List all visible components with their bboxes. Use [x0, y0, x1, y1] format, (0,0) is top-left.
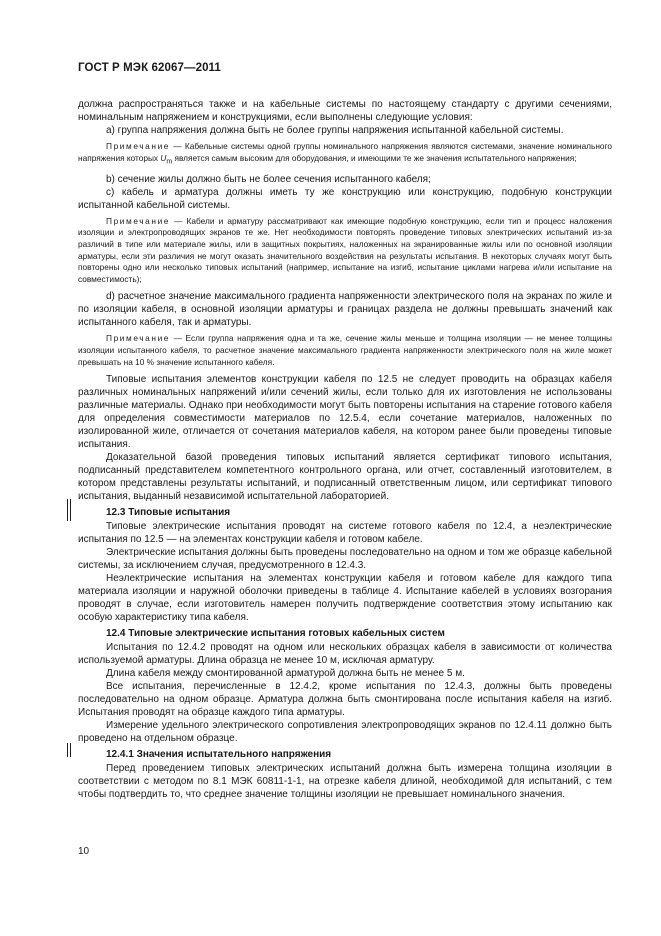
- note-2: [78, 216, 612, 286]
- document-body: [78, 98, 612, 801]
- revision-bar: [70, 499, 71, 521]
- paragraph-intro: должна распространяться также и на кабельные системы по настоящему стандарту с другими сечениями, номинальным напряжением и конструкциями, если выполнены следующие условия:: [78, 99, 612, 123]
- page-header-standard-title: ГОСТ Р МЭК 62067—2011: [78, 62, 221, 74]
- list-item-d: d) расчетное значение максимального градиента напряженности электрического поля на экранах по жиле и по изоляции кабеля, в основной изоляции арматуры и границах раздела не должны превышать значений как испытанного кабеля, так и арматуры.: [78, 291, 612, 329]
- page-number: 10: [78, 846, 90, 857]
- list-item-b: b) сечение жилы должно быть не более сечения испытанного кабеля;: [106, 173, 431, 185]
- note-text: — Кабели и арматуру рассматривают как имеющие подобную конструкцию, если тип и процесс наложения изоляции и электропроводящих экранов те же. Нет необходимости повторять проведение типовых электрических испытаний из-за различий в типе или материале жилы, или в защитных покрытиях, наложенных на экранированные жилы или по основной изоляции арматуры, если эти различия не могут оказать значительного воздействия на результаты испытания. В некоторых случаях могут быть повторены одно или несколько типовых испытаний (например, испытание на изгиб, испытание циклами нагрева и/или испытание на совместимость);: [78, 215, 612, 284]
- note-label: Примечание: [106, 215, 171, 226]
- paragraph-type-tests-elements: Типовые испытания элементов конструкции кабеля по 12.5 не следует проводить на образцах кабеля различных номинальных напряжений и/или сечений жилы, если только для их изготовления не использованы различные материалы. Однако при необходимости могут быть повторены испытания на старение готового кабеля для определения совместимости материалов по 12.5.4, если сочетание материалов, наложенных по изолированной жиле, отличается от сочетания материалов кабеля, на котором ранее были проведены типовые испытания.: [78, 374, 612, 451]
- list-item-a: а) группа напряжения должна быть не более группы напряжения испытанной кабельной системы.: [106, 125, 564, 136]
- revision-bar: [67, 743, 68, 757]
- paragraph-12-4-a: Испытания по 12.4.2 проводят на одном или нескольких образцах кабеля в зависимости от количества используемой арматуры. Длина образца не менее 10 м, исключая арматуру.: [78, 642, 612, 667]
- note-1: [78, 141, 612, 168]
- paragraph-12-3-c: Неэлектрические испытания на элементах конструкции кабеля и готовом кабеле для каждого типа материала изоляции и наружной оболочки приведены в таблице 4. Испытание кабелей в условиях возгорания проводят в случае, если изготовитель намерен получить подтверждение соответствия этому испытанию как особую характеристику типа кабеля.: [78, 573, 612, 624]
- revision-bar: [67, 499, 68, 521]
- paragraph-12-4-c: Все испытания, перечисленные в 12.4.2, кроме испытания по 12.4.3, должны быть проведены последовательно на одном образце. Арматура должна быть смонтирована после испытания кабеля на изгиб. Испытания проводят на образце каждого типа арматуры.: [78, 681, 612, 719]
- list-item-c: c) кабель и арматура должны иметь ту же конструкцию или конструкцию, подобную конструкции испытанной кабельной системы.: [78, 186, 612, 211]
- note-label: Примечание: [106, 333, 171, 344]
- note-text: — Если группа напряжения одна и та же, сечение жилы меньше и толщина изоляции — не менее толщины изоляции испытанного кабеля, то расчетное значение максимального градиента напряженности электрического поля на жиле может превышать на 10 % значение испытанного кабеля.: [78, 333, 612, 367]
- heading-12-3: 12.3 Типовые испытания: [106, 507, 231, 519]
- paragraph-12-4-1: Перед проведением типовых электрических испытаний должна быть измерена толщина изоляции в соответствии с методом по 8.1 МЭК 60811-1-1, на отрезке кабеля длиной, необходимой для испытаний, с тем чтобы подтвердить то, что среднее значение толщины изоляции не превышает номинального значения.: [78, 763, 612, 801]
- paragraph-evidence-certificate: Доказательной базой проведения типовых испытаний является сертификат типового испытания, подписанный представителем компетентного контрольного органа, или отчет, составленный изготовителем, в котором представлены результаты испытаний, и подписанный ответственным лицом, или сертификат типового испытания, выданный независимой испытательной лабораторией.: [78, 452, 612, 503]
- note-label: Примечание: [106, 141, 171, 151]
- symbol-u: U: [160, 152, 167, 163]
- note-text: — Кабельные системы одной группы номинального напряжения являются системами, значение номинального напряжения которых: [78, 141, 612, 163]
- paragraph-12-3-b: Электрические испытания должны быть проведены последовательно на одном и том же образце кабельной системы, за исключением случая, предусмотренного в 12.4.3.: [78, 547, 612, 572]
- heading-12-4: 12.4 Типовые электрические испытания готовых кабельных систем: [106, 628, 445, 640]
- paragraph-12-4-d: Измерение удельного электрического сопротивления электропроводящих экранов по 12.4.11 должно быть проведено на отдельном образце.: [78, 720, 612, 745]
- paragraph-12-4-b: Длина кабеля между смонтированной арматурой должна быть не менее 5 м.: [106, 668, 465, 680]
- paragraph-12-3-a: Типовые электрические испытания проводят на системе готового кабеля по 12.4, а неэлектрические испытания по 12.5 — на элементах конструкции кабеля и готовом кабеле.: [78, 521, 612, 546]
- symbol-subscript-m: m: [166, 158, 173, 166]
- note-text: является самым высоким для оборудования, и имеющими те же значения испытательного напряжения;: [172, 152, 577, 163]
- heading-12-4-1: 12.4.1 Значения испытательного напряжения: [106, 749, 332, 761]
- revision-bar: [70, 743, 71, 757]
- note-3: [78, 333, 612, 368]
